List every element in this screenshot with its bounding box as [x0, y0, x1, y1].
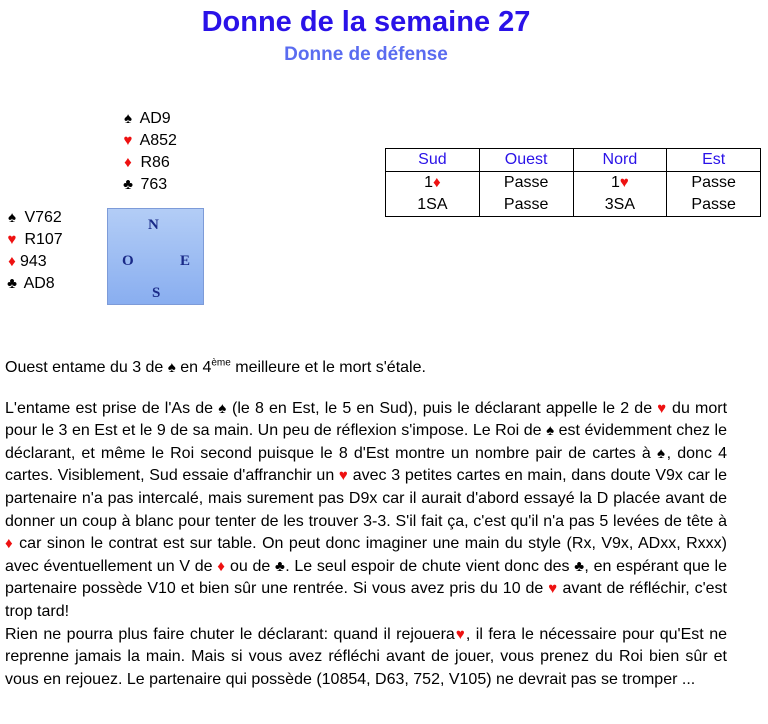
superscript: ème [211, 357, 231, 369]
north-spades-cards: AD9 [139, 110, 171, 127]
bidding-header-sud: Sud [386, 149, 480, 172]
compass-south: S [152, 285, 161, 301]
north-clubs-cards: 763 [140, 176, 168, 193]
text-run: avec 3 petites cartes en main, dans doute V9x car le partenaire n'a pas intercalé, mais surement pas D9x car il aurait d'abord essayé la D placée avant de donner un coup à blanc pour tenter de les trouver 3-3. S'il fait ça, c'est qu'il n'a pas 5 levées de tête à [5, 467, 727, 530]
bidding-header-row [386, 149, 761, 172]
text-run: , donc 4 cartes. Visiblement, Sud essaie d'affranchir un [5, 444, 727, 485]
bid-cell [573, 172, 667, 195]
bidding-row [386, 194, 761, 217]
text-run: , en espérant que le partenaire possède V10 et bien sûr une rentrée. Si vous avez pris du 10 de [5, 557, 728, 598]
west-diamonds-cards: 943 [20, 253, 47, 270]
compass-north: N [148, 217, 159, 233]
text-run: avant de réfléchir, c'est trop tard! [5, 580, 727, 620]
bid-cell: Passe [479, 172, 573, 195]
paragraph-analysis [5, 398, 727, 624]
bid-cell: 1SA [386, 194, 480, 217]
heart-icon: ♥ [7, 231, 17, 248]
spade-icon: ♠ [546, 422, 555, 440]
text-run: en 4 [175, 359, 212, 376]
heart-icon: ♥ [619, 174, 629, 191]
text-run: . Le seul espoir de chute vient donc des [285, 557, 575, 575]
text-run: Ouest entame du 3 de [5, 359, 168, 376]
north-hand [120, 108, 177, 196]
bidding-header-nord: Nord [573, 149, 667, 172]
compass-west: O [122, 253, 134, 269]
text-run: , il fera le nécessaire pour qu'Est ne reprenne jamais la main. Mais si vous avez réfléchi avant de jouer, vous prenez du Roi bien sûr et vous en rejouez. Le partenaire qui possède (10854, D63, 752, V105) ne devrait pas se tromper ... [5, 625, 728, 688]
text-run: meilleure et le mort s'étale. [230, 359, 426, 376]
diamond-icon: ♦ [124, 154, 132, 171]
spade-icon: ♠ [8, 209, 16, 226]
text-run: du mort pour le 3 en Est et le 9 de sa main. Un peu de réflexion s'impose. Le Roi de [5, 399, 728, 440]
club-icon: ♣ [123, 176, 133, 193]
west-spades-cards: V762 [24, 209, 62, 226]
diamond-icon: ♦ [5, 535, 14, 553]
diamond-icon: ♦ [8, 253, 16, 270]
spade-icon: ♠ [124, 110, 132, 127]
text-run: est évidemment chez le déclarant, et même le Roi second puisque le 8 d'Est montre un nombre pair de cartes à [5, 422, 728, 462]
west-clubs [4, 273, 63, 295]
west-clubs-cards: AD8 [23, 275, 55, 292]
west-hand [4, 207, 63, 295]
heart-icon: ♥ [454, 625, 466, 643]
diamond-icon: ♦ [217, 557, 226, 575]
bid-cell: Passe [667, 194, 761, 217]
bid-level: 1 [424, 174, 433, 191]
page-subtitle: Donne de défense [284, 44, 448, 65]
club-icon: ♣ [275, 557, 286, 575]
north-spades [120, 108, 177, 130]
heart-icon: ♥ [657, 399, 667, 417]
spade-icon: ♠ [218, 399, 227, 417]
compass-table [107, 208, 204, 305]
bidding-header-est: Est [667, 149, 761, 172]
west-hearts-cards: R107 [24, 231, 63, 248]
west-spades [4, 207, 63, 229]
diamond-icon: ♦ [433, 174, 441, 191]
bid-level: 1 [610, 174, 620, 191]
north-hearts [120, 130, 177, 152]
bid-cell: Passe [667, 172, 761, 195]
bid-cell: Passe [479, 194, 573, 217]
page-title: Donne de la semaine 27 [201, 6, 531, 38]
west-hearts [4, 229, 63, 251]
heart-icon: ♥ [123, 132, 133, 149]
heart-icon: ♥ [548, 580, 558, 598]
spade-icon: ♠ [167, 359, 176, 376]
north-diamonds-cards: R86 [140, 154, 170, 171]
west-diamonds [4, 251, 63, 273]
text-run: L'entame est prise de l'As de [5, 399, 219, 417]
compass-east: E [180, 253, 191, 269]
club-icon: ♣ [574, 557, 585, 575]
north-diamonds [120, 152, 177, 174]
text-run: (le 8 en Est, le 5 en Sud), puis le déclarant appelle le 2 de [226, 399, 658, 417]
bidding-row [386, 172, 761, 195]
bid-cell [386, 172, 480, 195]
text-run: ou de [225, 557, 276, 575]
club-icon: ♣ [7, 275, 17, 292]
text-run: car sinon le contrat est sur table. On peut donc imaginer une main du style (Rx, V9x, ADxx, Rxxx) avec éventuellement un V de [5, 535, 728, 575]
paragraph-conclusion [5, 624, 727, 692]
paragraph-lead [5, 357, 727, 380]
commentary [5, 357, 727, 691]
text-run: Rien ne pourra plus faire chuter le déclarant: quand il rejouera [5, 625, 455, 643]
heart-icon: ♥ [338, 467, 349, 485]
bidding-header-ouest: Ouest [479, 149, 573, 172]
bid-cell: 3SA [573, 194, 667, 217]
north-hearts-cards: A852 [139, 132, 177, 149]
spade-icon: ♠ [656, 444, 667, 462]
north-clubs [120, 174, 177, 196]
bidding-table [385, 148, 761, 217]
